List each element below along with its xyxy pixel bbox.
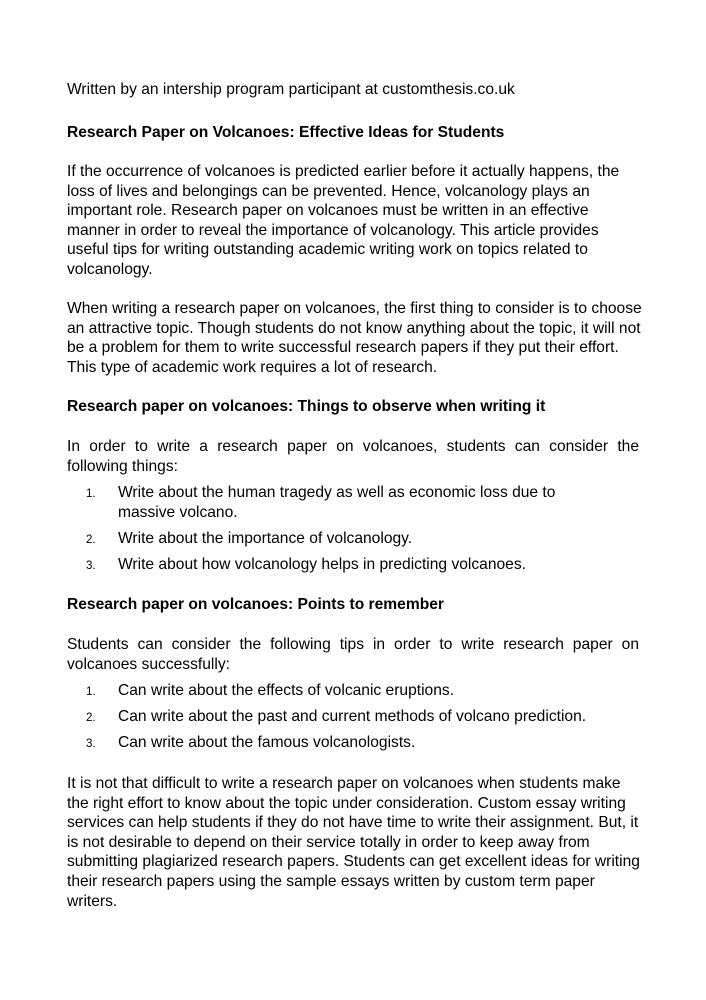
list-item xyxy=(67,733,645,753)
page-title: Research Paper on Volcanoes: Effective Ideas for Students xyxy=(67,124,505,141)
section1-intro: In order to write a research paper on volcanoes, students can consider the following things: xyxy=(67,438,639,475)
section2-list xyxy=(67,681,645,759)
list-item xyxy=(67,681,645,701)
list-item xyxy=(67,555,645,575)
conclusion-paragraph: It is not that difficult to write a research paper on volcanoes when students make the right effort to know about the topic under consideration. Custom essay writing services can help students if they do not have time to write their assignment. But, it is not desirable to depend on their service totally in order to keep away from submitting plagiarized research papers. Students can get excellent ideas for writing their research papers using the sample essays written by custom term paper writers. xyxy=(67,775,640,910)
list-number: 1. xyxy=(86,488,96,500)
section1-heading: Research paper on volcanoes: Things to observe when writing it xyxy=(67,398,546,415)
list-item xyxy=(67,483,645,522)
section1-list xyxy=(67,483,645,581)
list-item-text: Can write about the famous volcanologists. xyxy=(118,734,416,752)
list-item xyxy=(67,529,645,549)
list-item-text: Write about the human tragedy as well as economic loss due to massive volcano. xyxy=(118,484,556,521)
list-number: 2. xyxy=(86,533,96,546)
list-number: 3. xyxy=(86,559,96,572)
list-item xyxy=(67,707,645,727)
list-number: 3. xyxy=(86,738,96,751)
list-number: 2. xyxy=(86,712,96,725)
list-item-text: Can write about the effects of volcanic eruptions. xyxy=(118,682,455,699)
list-item-text: Write about how volcanology helps in predicting volcanoes. xyxy=(118,555,526,573)
section2-heading: Research paper on volcanoes: Points to remember xyxy=(67,596,444,613)
intro-paragraph: If the occurrence of volcanoes is predicted earlier before it actually happens, the loss of lives and belongings can be prevented. Hence, volcanology plays an important role. Research paper on volcanoes must be written in an effective manner in order to reveal the importance of volcanology. This article provides useful tips for writing outstanding academic writing work on topics related to volcanology. xyxy=(67,163,620,278)
list-item-text: Write about the importance of volcanology. xyxy=(118,529,413,547)
section2-intro: Students can consider the following tips in order to write research paper on volcanoes successfully: xyxy=(67,636,639,673)
list-item-text: Can write about the past and current methods of volcano prediction. xyxy=(118,708,587,726)
second-paragraph: When writing a research paper on volcanoes, the first thing to consider is to choose an attractive topic. Though students do not know anything about the topic, it will not be a problem for them to write successful research papers if they put their effort. This type of academic work requires a lot of research. xyxy=(67,300,642,376)
list-number: 1. xyxy=(86,686,96,698)
attribution-line: Written by an intership program participant at customthesis.co.uk xyxy=(67,81,515,98)
